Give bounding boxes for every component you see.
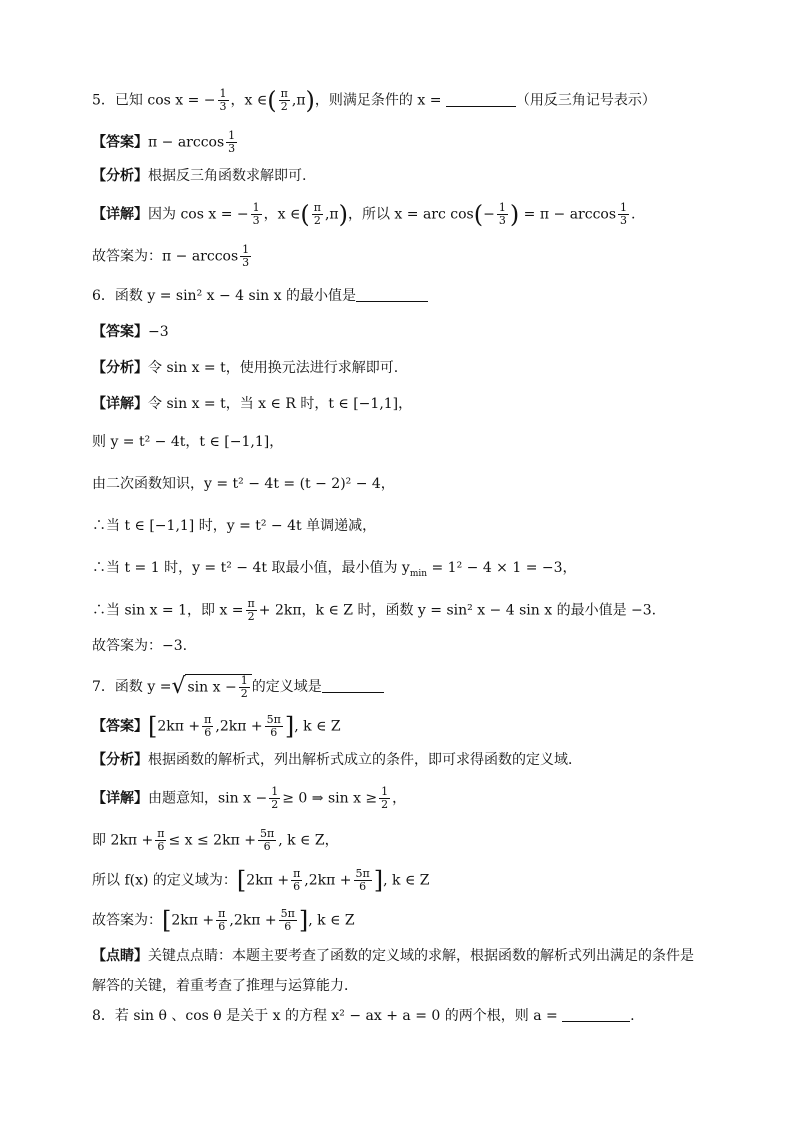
q5-detail: 【详解】因为 cos x = − $\frac{1}{3}$ ，x ∈( $\frac{\pi}{2}$ ,π)，所以 x = arc cos(− $\frac{1}{3}$ ) = π − arccos $\frac{1}{3}$ . xyxy=(92,200,636,229)
answer-tag: 【答案】 xyxy=(92,134,148,151)
detail-tag: 【详解】 xyxy=(92,206,148,223)
q6-analysis: 【分析】令 sin x = t，使用换元法进行求解即可. xyxy=(92,360,399,376)
q7-answer: 【答案】[2kπ + $\frac{\pi}{6}$ ,2kπ + $\frac{5\pi}{6}$ ], k ∈ Z xyxy=(92,712,341,741)
q5-stem: 5．已知 cos x = − $\frac{1}{3}$ ，x ∈( $\frac{\pi}{2}$ ,π)，则满足条件的 x = （用反三角记号表示） xyxy=(92,86,656,115)
q7-remark-1: 【点睛】关键点点睛：本题主要考查了函数的定义域的求解，根据函数的解析式列出满足的条件是 xyxy=(92,948,694,964)
q6-answer-text: −3 xyxy=(148,324,169,340)
q7-stem: 7．函数 y =√ sin x − $\frac{1}{2}$ 的定义域是 xyxy=(92,674,734,700)
q7-remark-2: 解答的关键，着重考查了推理与运算能力． xyxy=(92,978,358,994)
q7-detail-1: 【详解】由题意知，sin x − $\frac{1}{2}$ ≥ 0 ⇒ sin x ≥ $\frac{1}{2}$ ， xyxy=(92,785,407,811)
q8-answer-blank xyxy=(562,1007,630,1022)
q5-in: ，x ∈ xyxy=(230,92,268,109)
q6-detail-3: 由二次函数知识，y = t² − 4t = (t − 2)² − 4， xyxy=(92,476,395,492)
q5-answer-text: π − arccos xyxy=(148,134,225,151)
q7-final: 故答案为：[2kπ + $\frac{\pi}{6}$ ,2kπ + $\frac{5\pi}{6}$ ], k ∈ Z xyxy=(92,906,355,935)
q6-answer: 【答案】−3 xyxy=(92,324,169,340)
q6-answer-blank xyxy=(356,287,428,302)
q6-detail-4: ∴当 t ∈ [−1,1] 时，y = t² − 4t 单调递减， xyxy=(92,518,377,534)
q6-stem-text: 6．函数 y = sin² x − 4 sin x 的最小值是 xyxy=(92,288,356,304)
q6-detail-6: ∴当 sin x = 1，即 x = $\frac{\pi}{2}$ + 2kπ，k ∈ Z 时，函数 y = sin² x − 4 sin x 的最小值是 −3. xyxy=(92,597,657,623)
q5-hint: （用反三角记号表示） xyxy=(515,92,656,109)
q5-analysis xyxy=(92,166,734,186)
q5-final-text: 故答案为：π − arccos xyxy=(92,248,239,265)
q6-detail-5: ∴当 t = 1 时，y = t² − 4t 取最小值，最小值为 $y_{min} = 1^2 - 4 \times 1 = -3$， xyxy=(92,560,577,579)
q5-condition: ，则满足条件的 x = xyxy=(314,92,446,109)
q5-cos-expr: cos x = − xyxy=(147,92,216,109)
q8-stem: 8．若 sin θ 、cos θ 是关于 x 的方程 x² − ax + a = 0 的两个根，则 a = . xyxy=(92,1008,635,1024)
q7-answer-blank xyxy=(322,678,384,693)
q6-final: 故答案为：−3. xyxy=(92,638,188,654)
q7-detail-2: 即 2kπ + $\frac{\pi}{6}$ ≤ x ≤ 2kπ + $\frac{5\pi}{6}$ , k ∈ Z， xyxy=(92,827,339,853)
q5-pi-over-2: $\frac{\pi}{2}$ xyxy=(280,87,288,113)
q5-final: 故答案为：π − arccos $\frac{1}{3}$ xyxy=(92,243,250,269)
q5-answer-blank xyxy=(446,92,516,107)
q7-analysis: 【分析】根据函数的解析式，列出解析式成立的条件，即可求得函数的定义域． xyxy=(92,752,582,768)
q7-detail-3: 所以 f(x) 的定义域为：[2kπ + $\frac{\pi}{6}$ ,2kπ + $\frac{5\pi}{6}$ ], k ∈ Z xyxy=(92,866,430,895)
q5-stem-prefix: 5．已知 xyxy=(92,92,143,109)
q6-detail-2: 则 y = t² − 4t，t ∈ [−1,1]， xyxy=(92,434,284,450)
q7-radicand: sin x − $\frac{1}{2}$ xyxy=(185,674,251,700)
q6-stem xyxy=(92,286,734,306)
q5-answer: 【答案】π − arccos $\frac{1}{3}$ xyxy=(92,129,236,155)
q5-analysis-text: 根据反三角函数求解即可. xyxy=(148,168,307,184)
q5-frac: $\frac{1}{3}$ xyxy=(219,87,227,113)
q6-detail-1: 【详解】令 sin x = t，当 x ∈ R 时，t ∈ [−1,1]， xyxy=(92,396,413,412)
analysis-tag: 【分析】 xyxy=(92,168,148,184)
